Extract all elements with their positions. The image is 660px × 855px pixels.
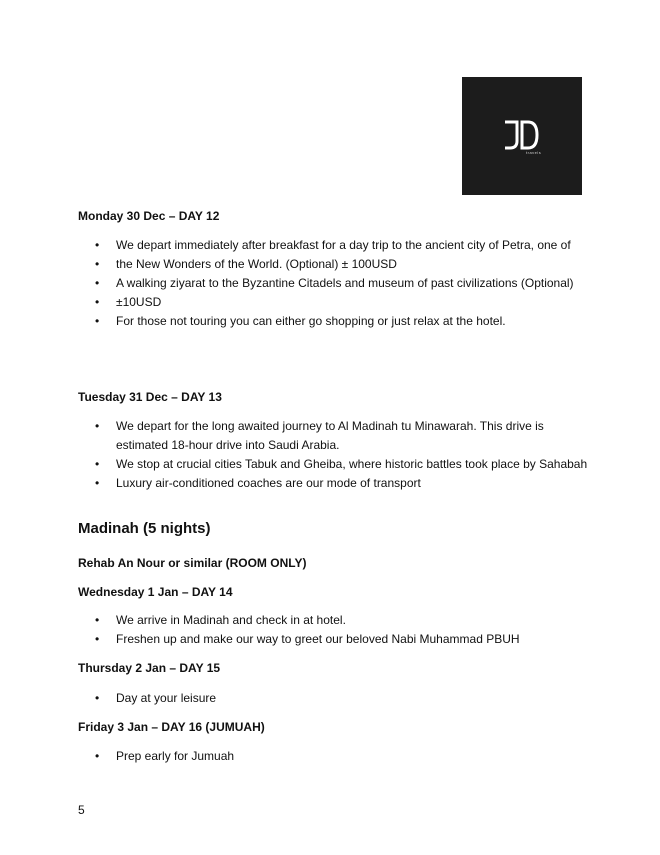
day13-section — [78, 390, 600, 404]
madinah-title: Madinah (5 nights) — [78, 520, 211, 537]
day15-section — [78, 661, 600, 675]
hotel-name: Rehab An Nour or similar (ROOM ONLY) — [78, 556, 307, 570]
madinah-section — [78, 520, 600, 538]
day16-list — [78, 747, 600, 766]
day16-section — [78, 720, 600, 734]
jd-logo-icon — [502, 119, 540, 151]
day14-list — [78, 611, 600, 649]
list-item: • We depart for the long awaited journey to Al Madinah tu Minawarah. This drive is — [95, 419, 544, 433]
day15-heading: Thursday 2 Jan – DAY 15 — [78, 661, 221, 675]
logo-subtext: travels — [526, 150, 542, 155]
list-item: • ±10USD — [95, 295, 162, 309]
day14-section — [78, 585, 600, 599]
day16-heading: Friday 3 Jan – DAY 16 (JUMUAH) — [78, 720, 265, 734]
list-item: • Freshen up and make our way to greet our beloved Nabi Muhammad PBUH — [95, 632, 520, 646]
jd-travels-logo — [462, 77, 582, 195]
day13-heading: Tuesday 31 Dec – DAY 13 — [78, 390, 222, 404]
day14-heading: Wednesday 1 Jan – DAY 14 — [78, 585, 233, 599]
hotel-line — [78, 556, 600, 570]
page-number: 5 — [78, 803, 85, 817]
day12-list — [78, 236, 600, 331]
list-item: • the New Wonders of the World. (Optional) ± 100USD — [95, 257, 397, 271]
day12-heading: Monday 30 Dec – DAY 12 — [78, 209, 220, 223]
list-item: • Luxury air-conditioned coaches are our mode of transport — [95, 476, 421, 490]
day12-section — [78, 209, 600, 223]
day15-list — [78, 689, 600, 708]
list-item: • We stop at crucial cities Tabuk and Gheiba, where historic battles took place by Sahabah — [95, 457, 588, 471]
day13-list — [78, 417, 600, 493]
list-item: • A walking ziyarat to the Byzantine Citadels and museum of past civilizations (Optional) — [95, 276, 574, 290]
list-item: • We depart immediately after breakfast for a day trip to the ancient city of Petra, one of — [95, 238, 571, 252]
list-item: • We arrive in Madinah and check in at hotel. — [95, 613, 346, 627]
list-item: • Prep early for Jumuah — [95, 749, 235, 763]
list-item-continuation: estimated 18-hour drive into Saudi Arabia. — [116, 438, 340, 452]
list-item: • For those not touring you can either go shopping or just relax at the hotel. — [95, 314, 506, 328]
list-item: • Day at your leisure — [95, 691, 217, 705]
